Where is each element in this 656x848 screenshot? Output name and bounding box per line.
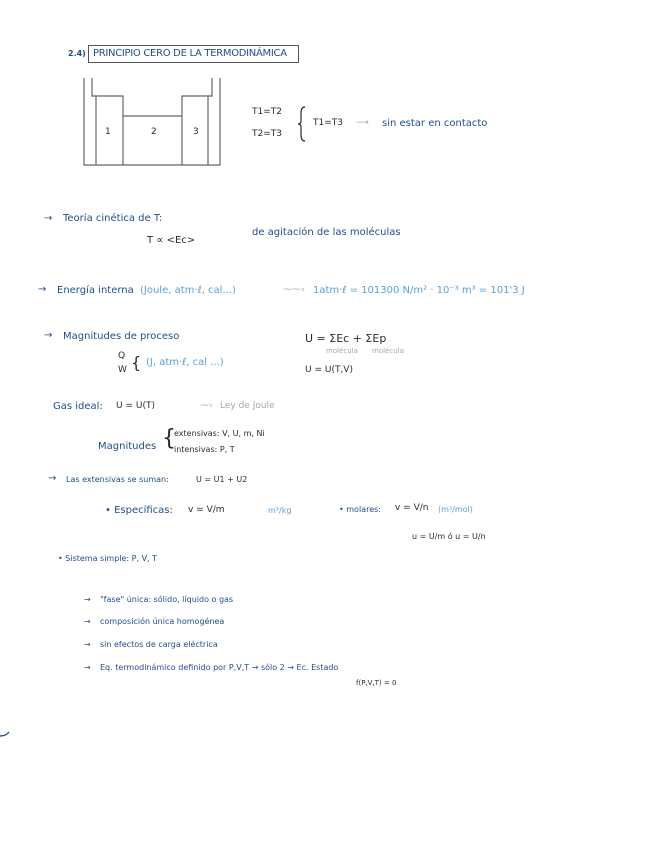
teoria-formula: T ∝ <Ec>: [147, 235, 196, 246]
list-item: →: [84, 640, 91, 649]
brace: {: [131, 353, 142, 372]
list-item-fase: "fase" única: sólido, líquido o gas: [100, 595, 234, 604]
w-label: W: [118, 365, 127, 375]
contact-note: sin estar en contacto: [382, 118, 488, 129]
gas-note: Ley de Joule: [220, 401, 275, 411]
teoria-note: de agitación de las moléculas: [252, 227, 401, 238]
eq-t1-t2: T1=T2: [252, 107, 282, 117]
page-title: PRINCIPIO CERO DE LA TERMODINÁMICA: [93, 48, 287, 59]
container-label-3: 3: [193, 127, 199, 137]
extensivas-title: Las extensivas se suman:: [66, 475, 169, 484]
eq-t2-t3: T2=T3: [252, 129, 282, 139]
extensivas: extensivas: V, U, m, Ni: [174, 429, 265, 438]
u-sum: U = ΣEc + ΣEp: [305, 332, 387, 345]
molares-label: • molares:: [339, 505, 381, 514]
q-label: Q: [118, 351, 126, 361]
list-item-carga: sin efectos de carga eléctrica: [100, 640, 218, 649]
u-sub1: molécula: [326, 347, 358, 355]
extensivas-eq: U = U1 + U2: [196, 475, 248, 484]
list-item: →: [84, 617, 91, 626]
arrow: →: [38, 284, 47, 295]
container-label-1: 1: [105, 127, 111, 137]
arrow: ⟶: [356, 118, 369, 128]
section-number: 2.4): [68, 49, 86, 58]
gas-eq: U = U(T): [116, 401, 155, 411]
arrow: →: [44, 213, 53, 224]
u-line: u = U/m ó u = U/n: [412, 532, 486, 541]
arrow: →: [44, 330, 53, 341]
list-item: →: [84, 595, 91, 604]
especificas-eq: v = V/m: [188, 505, 225, 515]
magnitudes-title: Magnitudes de proceso: [63, 331, 180, 342]
gas-label: Gas ideal:: [53, 401, 103, 412]
container-label-2: 2: [151, 127, 157, 137]
energia-units: (Joule, atm·ℓ, cal...): [140, 285, 236, 296]
molares-units: (m³/mol): [438, 505, 473, 514]
energia-title: Energía interna: [57, 285, 134, 296]
list-item-equilibrio: Eq. termodinámico definido por P,V,T → sólo 2 → Ec. Estado: [100, 663, 339, 672]
margin-mark: [0, 730, 12, 740]
intensivas: intensivas: P, T: [174, 445, 235, 454]
especificas-label: • Específicas:: [105, 505, 173, 516]
molares-eq: v = V/n: [395, 503, 429, 513]
wavy-arrow: ⁓⁓›: [283, 285, 305, 295]
u-sub2: molécula: [372, 347, 404, 355]
magnitudes-label: Magnitudes: [98, 441, 157, 452]
list-item-composicion: composición única homogénea: [100, 617, 225, 626]
eq-t1-t3: T1=T3: [313, 118, 343, 128]
wavy-arrow: ⁓›: [200, 401, 213, 411]
container-outline: [84, 78, 220, 165]
teoria-title: Teoría cinética de T:: [63, 213, 163, 224]
sistema-title: • Sistema simple: P, V, T: [58, 554, 158, 563]
state-equation: f(P,V,T) = 0: [356, 679, 397, 687]
u-func: U = U(T,V): [305, 365, 353, 375]
energia-conversion: 1atm·ℓ = 101300 N/m² · 10⁻³ m³ = 101'3 J: [313, 285, 525, 296]
especificas-units: m³/kg: [268, 506, 292, 515]
brace: {: [162, 426, 176, 451]
list-item: →: [84, 663, 91, 672]
arrow: →: [48, 473, 57, 484]
qw-units: (J, atm·ℓ, cal ...): [146, 357, 224, 368]
